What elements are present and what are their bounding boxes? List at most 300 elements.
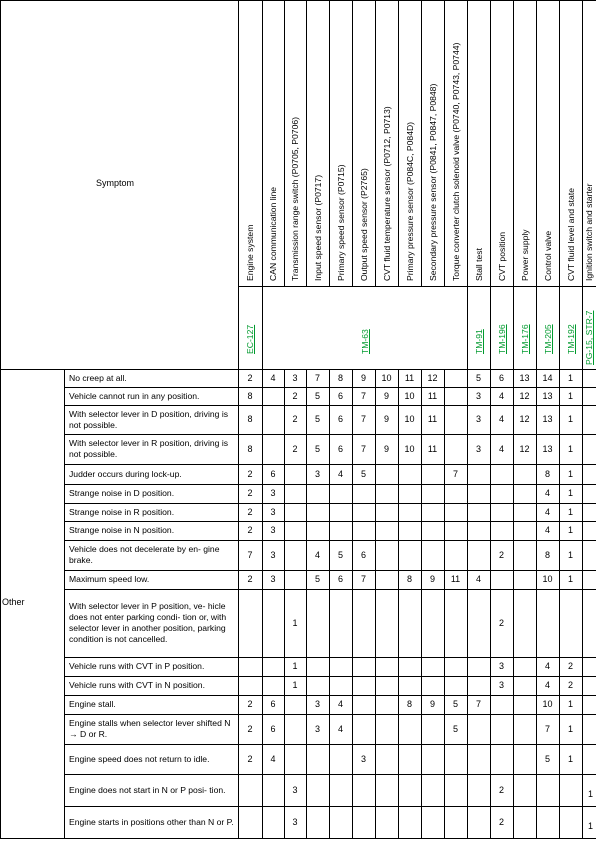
table-cell: 3 [270, 488, 276, 498]
column-header [559, 0, 582, 286]
reference-link[interactable]: PG-15, STR-7 [584, 310, 594, 365]
table-cell [444, 387, 467, 405]
table-cell [329, 676, 352, 695]
table-cell [421, 744, 444, 774]
table-cell: 8 [247, 414, 253, 424]
grid-line [64, 521, 596, 522]
grid-line [64, 570, 596, 571]
table-cell: 6 [337, 574, 343, 584]
table-cell: 4 [498, 390, 504, 401]
table-cell [582, 570, 596, 589]
table-cell: 13 [542, 443, 553, 454]
table-cell [444, 434, 467, 464]
table-cell [421, 540, 444, 570]
table-cell [306, 676, 329, 695]
table-cell [490, 484, 513, 503]
table-cell [582, 464, 596, 484]
column-header-label: CVT position [496, 231, 507, 281]
grid-line [513, 0, 514, 839]
table-cell: 6 [337, 390, 343, 401]
table-cell [398, 464, 421, 484]
column-header [352, 0, 375, 286]
table-cell: 13 [542, 414, 553, 424]
column-header-label: Engine system [245, 224, 255, 281]
symptom-cell: Vehicle runs with CVT in P position. [69, 661, 205, 671]
table-cell [306, 806, 329, 838]
table-cell: 4 [475, 574, 481, 584]
table-cell: 5 [314, 443, 320, 454]
table-cell [444, 521, 467, 540]
reference-link[interactable]: TM-63 [359, 328, 370, 354]
table-cell [582, 695, 596, 714]
table-cell [421, 657, 444, 676]
grid-line [64, 676, 596, 677]
grid-line [64, 503, 596, 504]
table-cell [398, 676, 421, 695]
table-cell: 2 [247, 372, 253, 383]
table-cell: 11 [404, 372, 415, 383]
table-cell [467, 521, 490, 540]
table-cell [238, 806, 262, 838]
table-cell: 4 [270, 753, 276, 764]
grid-line [444, 0, 445, 839]
table-cell: 1 [567, 372, 573, 383]
table-cell: 6 [270, 468, 276, 479]
table-cell [262, 405, 284, 434]
symptom-cell: Strange noise in N position. [69, 525, 175, 535]
table-cell: 2 [498, 617, 504, 628]
column-header [306, 0, 329, 286]
table-cell: 1 [567, 488, 573, 498]
table-cell: 2 [247, 506, 253, 517]
table-cell: 8 [247, 443, 253, 454]
reference-link-cell [582, 286, 596, 369]
reference-link[interactable]: TM-192 [565, 323, 576, 354]
table-cell [238, 774, 262, 806]
table-cell [421, 503, 444, 521]
table-cell [444, 540, 467, 570]
table-cell: 3 [270, 549, 276, 560]
table-cell: 6 [360, 549, 366, 560]
grid-line [64, 464, 596, 465]
table-cell: 2 [247, 753, 253, 764]
table-cell [490, 503, 513, 521]
table-cell: 12 [427, 372, 438, 383]
table-cell [467, 540, 490, 570]
table-cell: 11 [427, 390, 438, 401]
table-cell: 3 [292, 784, 298, 795]
table-cell: 7 [360, 414, 366, 424]
table-cell [262, 387, 284, 405]
table-cell [582, 521, 596, 540]
symptom-cell: Vehicle cannot run in any position. [69, 390, 200, 401]
table-cell: 3 [270, 525, 276, 535]
table-cell: 2 [498, 816, 504, 827]
table-cell [444, 676, 467, 695]
group-label: Other [2, 597, 25, 607]
table-cell: 4 [337, 723, 343, 734]
reference-link[interactable]: TM-205 [542, 323, 553, 354]
table-cell [284, 503, 306, 521]
table-cell: 6 [498, 372, 504, 383]
table-cell: 4 [544, 680, 550, 690]
table-cell [375, 503, 398, 521]
table-cell [284, 570, 306, 589]
table-cell [582, 369, 596, 387]
table-cell [536, 774, 559, 806]
table-cell [352, 503, 375, 521]
table-cell [238, 676, 262, 695]
table-cell [262, 434, 284, 464]
reference-link-cell [559, 286, 582, 369]
table-cell: 4 [498, 414, 504, 424]
table-cell [582, 657, 596, 676]
grid-line [306, 0, 307, 839]
table-cell [421, 521, 444, 540]
table-cell: 11 [427, 443, 438, 454]
table-cell [513, 774, 536, 806]
table-cell [284, 521, 306, 540]
table-cell: 3 [270, 506, 276, 517]
table-cell: 2 [292, 443, 298, 454]
table-cell: 1 [567, 525, 573, 535]
table-cell: 5 [314, 390, 320, 401]
table-cell: 1 [567, 549, 573, 560]
table-cell [375, 464, 398, 484]
table-cell: 8 [406, 699, 412, 709]
table-cell [352, 774, 375, 806]
table-cell [284, 484, 306, 503]
table-cell [375, 714, 398, 744]
table-cell: 4 [337, 468, 343, 479]
table-cell: 7 [544, 723, 550, 734]
column-header [284, 0, 306, 286]
column-header [536, 0, 559, 286]
table-cell: 9 [383, 390, 389, 401]
table-cell [238, 657, 262, 676]
grid-line [398, 0, 399, 839]
table-cell: 13 [542, 390, 553, 401]
table-cell: 7 [475, 699, 481, 709]
table-cell: 14 [542, 372, 553, 383]
table-cell: 1 [567, 468, 573, 479]
table-cell [444, 657, 467, 676]
table-cell [444, 369, 467, 387]
table-cell [352, 484, 375, 503]
table-cell [582, 387, 596, 405]
column-header [467, 0, 490, 286]
grid-line [582, 0, 583, 839]
table-cell [352, 657, 375, 676]
table-cell [262, 589, 284, 657]
table-cell [582, 434, 596, 464]
table-cell: 8 [247, 390, 253, 401]
table-cell [421, 774, 444, 806]
table-cell [490, 570, 513, 589]
table-cell: 2 [247, 488, 253, 498]
grid-line [64, 369, 65, 838]
table-cell: 9 [383, 443, 389, 454]
table-cell [513, 806, 536, 838]
column-header-label: Input speed sensor (P0717) [312, 174, 323, 281]
table-cell [398, 589, 421, 657]
table-cell [559, 806, 582, 838]
column-header-label: Control valve [542, 230, 553, 281]
table-cell [467, 806, 490, 838]
table-cell: 8 [406, 574, 412, 584]
grid-line [536, 0, 537, 839]
table-cell [582, 405, 596, 434]
grid-line [0, 0, 1, 839]
table-cell [284, 464, 306, 484]
table-cell: 6 [270, 699, 276, 709]
table-cell [329, 744, 352, 774]
table-cell [352, 521, 375, 540]
grid-line [64, 744, 596, 745]
table-cell [306, 521, 329, 540]
table-cell: 5 [360, 468, 366, 479]
table-cell: 1 [587, 821, 593, 831]
table-cell [582, 484, 596, 503]
table-cell [582, 676, 596, 695]
table-cell [262, 657, 284, 676]
table-cell [306, 744, 329, 774]
table-cell: 2 [498, 549, 504, 560]
table-cell: 1 [567, 506, 573, 517]
table-cell: 7 [452, 468, 458, 479]
table-cell: 1 [567, 574, 573, 584]
table-cell [398, 774, 421, 806]
grid-line [329, 0, 330, 839]
column-header-label: Stall test [473, 248, 484, 281]
reference-link-cell [238, 286, 262, 369]
table-cell: 3 [292, 816, 298, 827]
table-cell [421, 676, 444, 695]
table-cell [513, 540, 536, 570]
table-cell [490, 464, 513, 484]
table-cell: 3 [475, 443, 481, 454]
table-cell [398, 657, 421, 676]
table-cell [375, 806, 398, 838]
table-cell: 3 [360, 753, 366, 764]
symptom-cell: Maximum speed low. [69, 574, 150, 584]
table-cell [490, 714, 513, 744]
table-cell [421, 806, 444, 838]
column-header [490, 0, 513, 286]
table-cell [329, 806, 352, 838]
grid-line [559, 0, 560, 839]
table-cell [490, 744, 513, 774]
table-cell: 2 [292, 414, 298, 424]
column-header [582, 0, 596, 286]
table-cell: 1 [292, 680, 298, 690]
symptom-cell: Strange noise in D position. [69, 488, 175, 498]
table-cell: 10 [404, 443, 415, 454]
column-header-label: Secondary pressure sensor (P0841, P0847, P0848) [427, 83, 438, 281]
table-cell [375, 676, 398, 695]
table-cell [398, 714, 421, 744]
column-header-label: Output speed sensor (P2765) [358, 168, 369, 281]
table-cell [398, 484, 421, 503]
reference-link[interactable]: EC-127 [245, 324, 255, 354]
grid-line [64, 484, 596, 485]
table-cell: 8 [337, 372, 343, 383]
symptom-cell: Engine stall. [69, 699, 116, 709]
table-cell [582, 540, 596, 570]
table-cell: 13 [519, 372, 530, 383]
table-cell: 11 [450, 574, 461, 584]
table-cell [306, 484, 329, 503]
reference-link[interactable]: TM-196 [496, 323, 507, 354]
table-cell: 1 [567, 414, 573, 424]
reference-link[interactable]: TM-176 [519, 323, 530, 354]
column-header-label: Power supply [519, 229, 530, 281]
table-cell: 4 [270, 372, 276, 383]
table-cell: 2 [247, 525, 253, 535]
table-cell [513, 484, 536, 503]
table-cell: 4 [314, 549, 320, 560]
table-cell: 1 [567, 443, 573, 454]
grid-line [238, 0, 239, 839]
table-cell [467, 464, 490, 484]
table-cell: 6 [270, 723, 276, 734]
table-cell [375, 774, 398, 806]
reference-link[interactable]: TM-91 [473, 328, 484, 354]
column-header [513, 0, 536, 286]
table-cell: 1 [587, 789, 593, 799]
table-cell: 7 [360, 574, 366, 584]
table-cell [421, 714, 444, 744]
grid-line [64, 806, 596, 807]
table-cell [444, 503, 467, 521]
table-cell [582, 714, 596, 744]
table-cell: 2 [247, 468, 253, 479]
symptom-cell: Vehicle runs with CVT in N position. [69, 680, 205, 690]
table-cell [329, 657, 352, 676]
table-cell [444, 806, 467, 838]
table-cell: 9 [383, 414, 389, 424]
table-cell: 3 [475, 414, 481, 424]
symptom-header: Symptom [96, 178, 135, 188]
table-cell [536, 589, 559, 657]
table-cell: 12 [519, 414, 530, 424]
table-cell [467, 657, 490, 676]
grid-line [0, 0, 596, 1]
table-cell [513, 744, 536, 774]
table-cell: 10 [381, 372, 392, 383]
grid-line [0, 369, 596, 370]
table-cell [375, 657, 398, 676]
table-cell: 3 [292, 372, 298, 383]
table-cell [375, 570, 398, 589]
table-cell: 5 [544, 753, 550, 764]
table-cell: 10 [542, 699, 553, 709]
column-header [444, 0, 467, 286]
grid-line [64, 405, 596, 406]
table-cell [490, 695, 513, 714]
table-cell: 4 [544, 525, 550, 535]
table-cell [513, 714, 536, 744]
table-cell [352, 676, 375, 695]
table-cell [421, 464, 444, 484]
table-cell: 7 [247, 549, 253, 560]
table-cell [444, 405, 467, 434]
table-cell: 1 [292, 617, 298, 628]
table-cell: 3 [475, 390, 481, 401]
symptom-cell: Engine speed does not return to idle. [69, 753, 210, 764]
table-cell [262, 676, 284, 695]
table-cell [329, 503, 352, 521]
column-header [262, 0, 284, 286]
table-cell: 8 [544, 468, 550, 479]
table-cell [284, 695, 306, 714]
table-cell [467, 503, 490, 521]
reference-link-cell [467, 286, 490, 369]
table-cell: 4 [544, 661, 550, 671]
table-cell [421, 589, 444, 657]
table-cell [352, 589, 375, 657]
table-cell: 2 [567, 661, 573, 671]
table-cell: 4 [544, 506, 550, 517]
table-cell [490, 521, 513, 540]
reference-link-cell [513, 286, 536, 369]
table-cell: 10 [404, 414, 415, 424]
table-cell: 10 [542, 574, 553, 584]
table-cell [582, 744, 596, 774]
table-cell: 2 [247, 699, 253, 709]
grid-line [375, 0, 376, 839]
table-cell [467, 484, 490, 503]
table-cell [375, 589, 398, 657]
grid-line [64, 589, 596, 590]
table-cell [329, 774, 352, 806]
grid-line [284, 0, 285, 839]
grid-line [490, 0, 491, 839]
table-cell [306, 774, 329, 806]
table-cell [329, 484, 352, 503]
table-cell: 1 [567, 723, 573, 734]
grid-line [262, 0, 263, 839]
table-cell: 5 [337, 549, 343, 560]
table-cell [352, 806, 375, 838]
table-cell [467, 714, 490, 744]
table-cell: 1 [567, 390, 573, 401]
column-header-label: CVT fluid level and state [565, 188, 576, 281]
table-cell [306, 589, 329, 657]
table-cell [513, 503, 536, 521]
table-cell: 5 [452, 699, 458, 709]
table-cell: 6 [337, 443, 343, 454]
table-cell [238, 589, 262, 657]
grid-line [64, 434, 596, 435]
table-cell [513, 676, 536, 695]
column-header-label: CAN communication line [268, 186, 278, 281]
table-cell [262, 806, 284, 838]
table-cell [306, 503, 329, 521]
table-cell [467, 774, 490, 806]
grid-line [64, 714, 596, 715]
table-cell: 3 [314, 723, 320, 734]
table-cell [398, 521, 421, 540]
table-cell: 6 [337, 414, 343, 424]
table-cell [398, 540, 421, 570]
grid-line [64, 774, 596, 775]
table-cell [284, 744, 306, 774]
column-header [375, 0, 398, 286]
table-cell [398, 503, 421, 521]
table-cell [262, 774, 284, 806]
table-cell: 4 [544, 488, 550, 498]
